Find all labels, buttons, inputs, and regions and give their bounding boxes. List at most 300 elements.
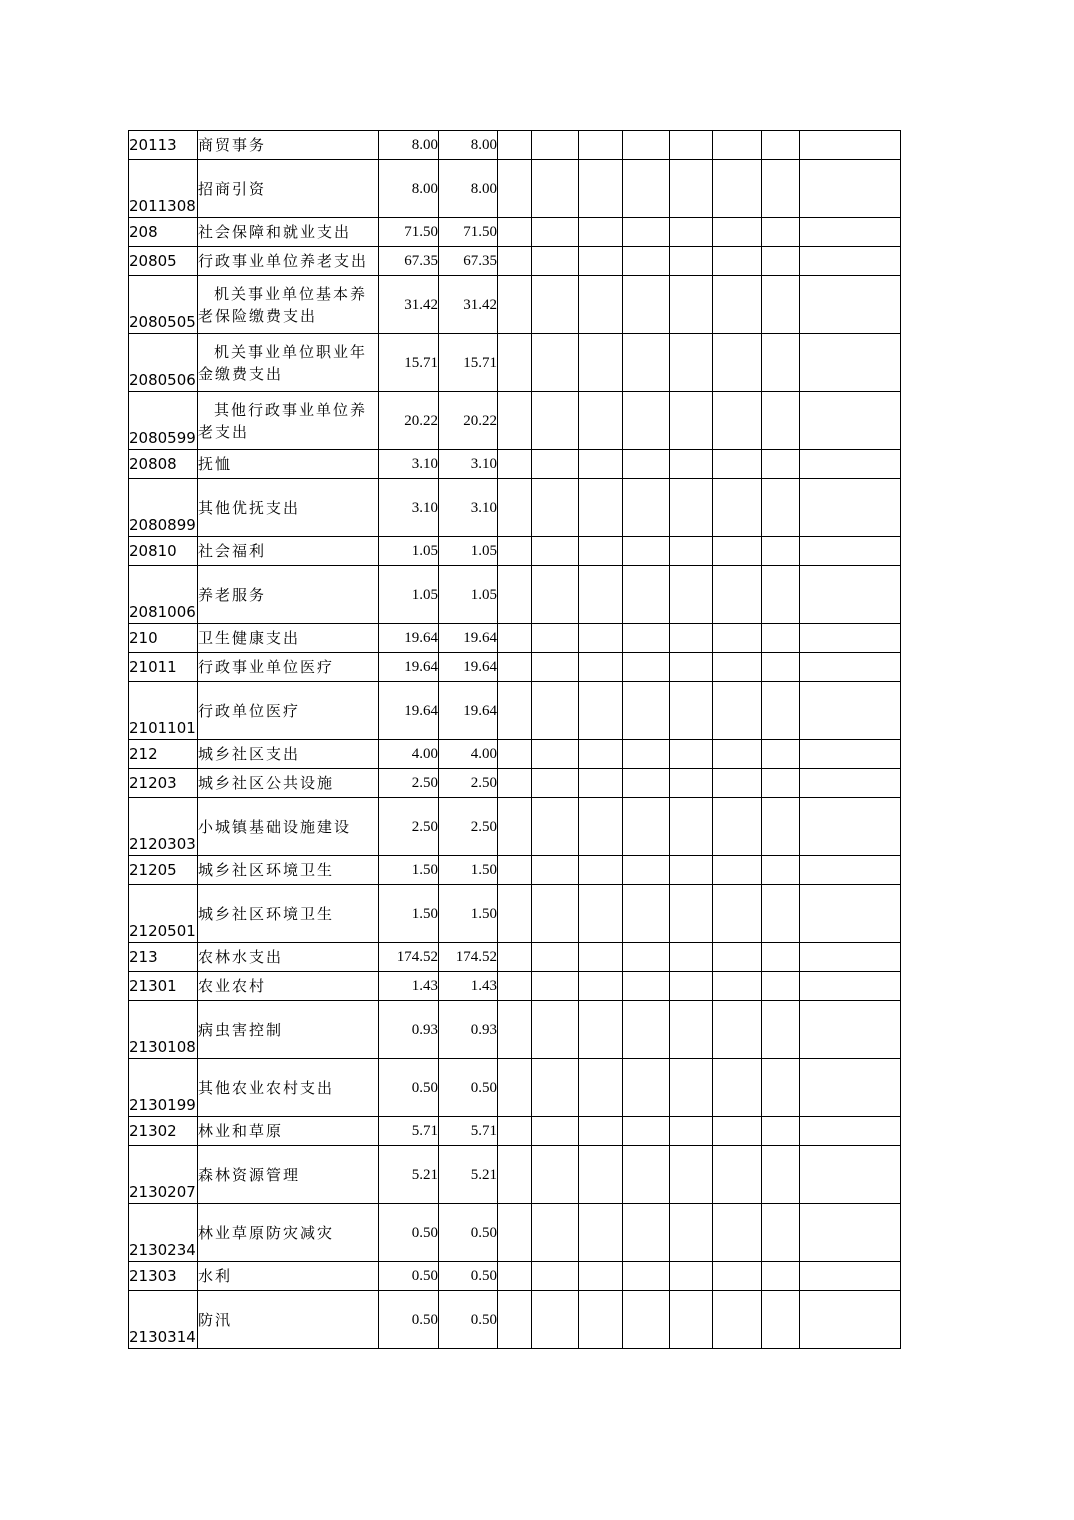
empty-cell (623, 972, 670, 1001)
amount-basic-cell: 31.42 (439, 276, 498, 334)
name-cell: 行政事业单位医疗 (198, 653, 379, 682)
empty-cell (532, 160, 579, 218)
empty-cell (532, 1291, 579, 1349)
empty-cell (800, 653, 901, 682)
code-cell: 2080599 (129, 392, 198, 450)
empty-cell (800, 566, 901, 624)
amount-total-cell: 1.05 (379, 566, 439, 624)
empty-cell (713, 624, 762, 653)
amount-basic-cell: 1.05 (439, 537, 498, 566)
empty-cell (670, 1204, 713, 1262)
empty-cell (498, 566, 532, 624)
empty-cell (762, 479, 800, 537)
empty-cell (670, 769, 713, 798)
empty-cell (579, 1117, 623, 1146)
table-row (129, 769, 901, 798)
empty-cell (532, 218, 579, 247)
empty-cell (670, 856, 713, 885)
empty-cell (532, 682, 579, 740)
empty-cell (623, 1146, 670, 1204)
name-cell: 机关事业单位职业年金缴费支出 (198, 334, 379, 392)
empty-cell (762, 943, 800, 972)
amount-total-cell: 0.50 (379, 1262, 439, 1291)
empty-cell (579, 131, 623, 160)
empty-cell (713, 682, 762, 740)
table-row (129, 682, 901, 740)
empty-cell (800, 1146, 901, 1204)
amount-total-cell: 5.21 (379, 1146, 439, 1204)
empty-cell (762, 537, 800, 566)
empty-cell (800, 1262, 901, 1291)
empty-cell (498, 740, 532, 769)
amount-total-cell: 15.71 (379, 334, 439, 392)
amount-basic-cell: 19.64 (439, 682, 498, 740)
table-row (129, 334, 901, 392)
empty-cell (713, 479, 762, 537)
empty-cell (623, 653, 670, 682)
empty-cell (579, 769, 623, 798)
amount-basic-cell: 1.05 (439, 566, 498, 624)
amount-total-cell: 0.50 (379, 1291, 439, 1349)
code-cell: 2080506 (129, 334, 198, 392)
empty-cell (532, 1204, 579, 1262)
amount-basic-cell: 19.64 (439, 624, 498, 653)
budget-table (128, 130, 901, 1349)
empty-cell (579, 247, 623, 276)
amount-basic-cell: 2.50 (439, 798, 498, 856)
amount-basic-cell: 8.00 (439, 131, 498, 160)
amount-total-cell: 2.50 (379, 769, 439, 798)
table-body (129, 131, 901, 1349)
empty-cell (670, 682, 713, 740)
name-cell: 其他行政事业单位养老支出 (198, 392, 379, 450)
empty-cell (800, 740, 901, 769)
empty-cell (532, 566, 579, 624)
code-cell: 20810 (129, 537, 198, 566)
amount-total-cell: 5.71 (379, 1117, 439, 1146)
empty-cell (713, 740, 762, 769)
empty-cell (800, 276, 901, 334)
empty-cell (670, 247, 713, 276)
name-cell: 水利 (198, 1262, 379, 1291)
table-row (129, 450, 901, 479)
table-row (129, 276, 901, 334)
empty-cell (498, 1291, 532, 1349)
table-row (129, 1059, 901, 1117)
empty-cell (532, 856, 579, 885)
empty-cell (713, 566, 762, 624)
name-cell: 行政单位医疗 (198, 682, 379, 740)
empty-cell (713, 1117, 762, 1146)
empty-cell (800, 1291, 901, 1349)
empty-cell (623, 131, 670, 160)
empty-cell (498, 131, 532, 160)
empty-cell (623, 479, 670, 537)
name-cell: 社会福利 (198, 537, 379, 566)
empty-cell (579, 856, 623, 885)
empty-cell (670, 740, 713, 769)
empty-cell (762, 653, 800, 682)
table-row (129, 479, 901, 537)
empty-cell (762, 1204, 800, 1262)
name-cell: 小城镇基础设施建设 (198, 798, 379, 856)
empty-cell (579, 1146, 623, 1204)
empty-cell (800, 334, 901, 392)
empty-cell (498, 160, 532, 218)
name-cell: 城乡社区环境卫生 (198, 856, 379, 885)
empty-cell (498, 682, 532, 740)
empty-cell (762, 218, 800, 247)
empty-cell (800, 769, 901, 798)
empty-cell (800, 450, 901, 479)
empty-cell (800, 131, 901, 160)
empty-cell (498, 276, 532, 334)
name-cell: 林业和草原 (198, 1117, 379, 1146)
empty-cell (579, 1059, 623, 1117)
empty-cell (498, 247, 532, 276)
table-row (129, 1291, 901, 1349)
empty-cell (623, 218, 670, 247)
code-cell: 2130314 (129, 1291, 198, 1349)
code-cell: 21203 (129, 769, 198, 798)
empty-cell (498, 624, 532, 653)
code-cell: 208 (129, 218, 198, 247)
empty-cell (532, 1262, 579, 1291)
amount-total-cell: 4.00 (379, 740, 439, 769)
empty-cell (579, 1291, 623, 1349)
empty-cell (670, 537, 713, 566)
empty-cell (623, 1291, 670, 1349)
empty-cell (579, 972, 623, 1001)
code-cell: 210 (129, 624, 198, 653)
empty-cell (532, 972, 579, 1001)
empty-cell (762, 1291, 800, 1349)
amount-basic-cell: 15.71 (439, 334, 498, 392)
empty-cell (670, 479, 713, 537)
empty-cell (579, 885, 623, 943)
empty-cell (800, 537, 901, 566)
empty-cell (498, 218, 532, 247)
amount-total-cell: 1.43 (379, 972, 439, 1001)
empty-cell (670, 1291, 713, 1349)
empty-cell (670, 1001, 713, 1059)
name-cell: 招商引资 (198, 160, 379, 218)
empty-cell (623, 334, 670, 392)
amount-total-cell: 19.64 (379, 682, 439, 740)
empty-cell (670, 334, 713, 392)
empty-cell (762, 160, 800, 218)
empty-cell (800, 1204, 901, 1262)
empty-cell (762, 392, 800, 450)
empty-cell (713, 1204, 762, 1262)
empty-cell (579, 160, 623, 218)
empty-cell (800, 1001, 901, 1059)
empty-cell (762, 276, 800, 334)
empty-cell (532, 653, 579, 682)
amount-basic-cell: 0.50 (439, 1262, 498, 1291)
empty-cell (762, 1059, 800, 1117)
empty-cell (532, 624, 579, 653)
code-cell: 20808 (129, 450, 198, 479)
empty-cell (800, 247, 901, 276)
empty-cell (800, 972, 901, 1001)
empty-cell (579, 740, 623, 769)
empty-cell (713, 856, 762, 885)
code-cell: 21302 (129, 1117, 198, 1146)
table-row (129, 1262, 901, 1291)
table-row (129, 653, 901, 682)
code-cell: 20805 (129, 247, 198, 276)
name-cell: 林业草原防灾减灾 (198, 1204, 379, 1262)
empty-cell (498, 392, 532, 450)
table-row (129, 537, 901, 566)
empty-cell (670, 885, 713, 943)
empty-cell (579, 392, 623, 450)
empty-cell (670, 972, 713, 1001)
amount-basic-cell: 5.71 (439, 1117, 498, 1146)
empty-cell (800, 479, 901, 537)
name-cell: 其他农业农村支出 (198, 1059, 379, 1117)
amount-total-cell: 0.50 (379, 1059, 439, 1117)
table-row (129, 624, 901, 653)
empty-cell (713, 1291, 762, 1349)
amount-total-cell: 71.50 (379, 218, 439, 247)
empty-cell (762, 740, 800, 769)
empty-cell (498, 479, 532, 537)
empty-cell (498, 537, 532, 566)
amount-total-cell: 174.52 (379, 943, 439, 972)
empty-cell (498, 856, 532, 885)
empty-cell (623, 1204, 670, 1262)
empty-cell (800, 1117, 901, 1146)
name-cell: 城乡社区公共设施 (198, 769, 379, 798)
amount-basic-cell: 4.00 (439, 740, 498, 769)
empty-cell (762, 1117, 800, 1146)
code-cell: 21205 (129, 856, 198, 885)
empty-cell (498, 1001, 532, 1059)
table-row (129, 1001, 901, 1059)
empty-cell (762, 798, 800, 856)
empty-cell (670, 798, 713, 856)
empty-cell (713, 1146, 762, 1204)
empty-cell (762, 624, 800, 653)
empty-cell (623, 798, 670, 856)
empty-cell (670, 1117, 713, 1146)
empty-cell (498, 1204, 532, 1262)
name-cell: 城乡社区环境卫生 (198, 885, 379, 943)
empty-cell (623, 682, 670, 740)
code-cell: 2130108 (129, 1001, 198, 1059)
empty-cell (532, 798, 579, 856)
empty-cell (762, 566, 800, 624)
empty-cell (713, 943, 762, 972)
empty-cell (713, 160, 762, 218)
empty-cell (498, 1059, 532, 1117)
amount-basic-cell: 0.50 (439, 1059, 498, 1117)
empty-cell (532, 247, 579, 276)
name-cell: 卫生健康支出 (198, 624, 379, 653)
code-cell: 2130207 (129, 1146, 198, 1204)
empty-cell (713, 885, 762, 943)
empty-cell (713, 450, 762, 479)
table-row (129, 247, 901, 276)
amount-total-cell: 0.93 (379, 1001, 439, 1059)
name-cell: 其他优抚支出 (198, 479, 379, 537)
amount-basic-cell: 3.10 (439, 479, 498, 537)
empty-cell (800, 392, 901, 450)
amount-basic-cell: 67.35 (439, 247, 498, 276)
table-row (129, 566, 901, 624)
empty-cell (762, 769, 800, 798)
table-row (129, 160, 901, 218)
amount-total-cell: 19.64 (379, 624, 439, 653)
empty-cell (623, 160, 670, 218)
amount-basic-cell: 0.93 (439, 1001, 498, 1059)
amount-basic-cell: 0.50 (439, 1204, 498, 1262)
empty-cell (579, 537, 623, 566)
empty-cell (498, 885, 532, 943)
empty-cell (579, 334, 623, 392)
empty-cell (623, 624, 670, 653)
table-row (129, 740, 901, 769)
empty-cell (800, 1059, 901, 1117)
empty-cell (670, 131, 713, 160)
empty-cell (800, 943, 901, 972)
code-cell: 2011308 (129, 160, 198, 218)
code-cell: 2080505 (129, 276, 198, 334)
code-cell: 2080899 (129, 479, 198, 537)
amount-total-cell: 1.50 (379, 885, 439, 943)
empty-cell (532, 943, 579, 972)
empty-cell (800, 218, 901, 247)
empty-cell (713, 537, 762, 566)
empty-cell (579, 1001, 623, 1059)
amount-basic-cell: 3.10 (439, 450, 498, 479)
name-cell: 抚恤 (198, 450, 379, 479)
empty-cell (713, 131, 762, 160)
empty-cell (579, 682, 623, 740)
code-cell: 213 (129, 943, 198, 972)
name-cell: 农林水支出 (198, 943, 379, 972)
code-cell: 212 (129, 740, 198, 769)
amount-basic-cell: 1.43 (439, 972, 498, 1001)
empty-cell (670, 653, 713, 682)
amount-basic-cell: 1.50 (439, 885, 498, 943)
empty-cell (713, 1262, 762, 1291)
empty-cell (498, 1117, 532, 1146)
empty-cell (800, 682, 901, 740)
empty-cell (670, 160, 713, 218)
code-cell: 21303 (129, 1262, 198, 1291)
empty-cell (623, 276, 670, 334)
empty-cell (713, 1001, 762, 1059)
empty-cell (713, 769, 762, 798)
empty-cell (532, 334, 579, 392)
empty-cell (623, 247, 670, 276)
table-row (129, 1117, 901, 1146)
amount-total-cell: 1.50 (379, 856, 439, 885)
empty-cell (670, 1146, 713, 1204)
empty-cell (670, 392, 713, 450)
empty-cell (623, 1117, 670, 1146)
amount-total-cell: 0.50 (379, 1204, 439, 1262)
amount-total-cell: 67.35 (379, 247, 439, 276)
empty-cell (579, 653, 623, 682)
code-cell: 2120303 (129, 798, 198, 856)
empty-cell (713, 653, 762, 682)
empty-cell (532, 537, 579, 566)
amount-basic-cell: 71.50 (439, 218, 498, 247)
empty-cell (579, 624, 623, 653)
empty-cell (532, 740, 579, 769)
empty-cell (713, 798, 762, 856)
empty-cell (623, 450, 670, 479)
name-cell: 森林资源管理 (198, 1146, 379, 1204)
empty-cell (762, 856, 800, 885)
empty-cell (713, 334, 762, 392)
empty-cell (623, 566, 670, 624)
empty-cell (713, 276, 762, 334)
empty-cell (579, 218, 623, 247)
amount-total-cell: 1.05 (379, 537, 439, 566)
code-cell: 21011 (129, 653, 198, 682)
empty-cell (498, 798, 532, 856)
empty-cell (579, 943, 623, 972)
empty-cell (762, 885, 800, 943)
empty-cell (532, 1146, 579, 1204)
empty-cell (800, 856, 901, 885)
name-cell: 机关事业单位基本养老保险缴费支出 (198, 276, 379, 334)
empty-cell (623, 1262, 670, 1291)
empty-cell (532, 1001, 579, 1059)
empty-cell (532, 131, 579, 160)
empty-cell (713, 218, 762, 247)
empty-cell (498, 653, 532, 682)
empty-cell (498, 334, 532, 392)
amount-basic-cell: 5.21 (439, 1146, 498, 1204)
amount-basic-cell: 2.50 (439, 769, 498, 798)
amount-total-cell: 19.64 (379, 653, 439, 682)
empty-cell (532, 392, 579, 450)
empty-cell (762, 247, 800, 276)
empty-cell (498, 1146, 532, 1204)
empty-cell (532, 450, 579, 479)
code-cell: 2081006 (129, 566, 198, 624)
empty-cell (762, 972, 800, 1001)
empty-cell (623, 769, 670, 798)
table-row (129, 392, 901, 450)
empty-cell (498, 769, 532, 798)
name-cell: 行政事业单位养老支出 (198, 247, 379, 276)
name-cell: 社会保障和就业支出 (198, 218, 379, 247)
empty-cell (532, 276, 579, 334)
empty-cell (579, 276, 623, 334)
empty-cell (713, 1059, 762, 1117)
empty-cell (800, 624, 901, 653)
empty-cell (579, 566, 623, 624)
empty-cell (800, 798, 901, 856)
empty-cell (498, 943, 532, 972)
empty-cell (623, 1059, 670, 1117)
amount-basic-cell: 8.00 (439, 160, 498, 218)
empty-cell (623, 943, 670, 972)
amount-basic-cell: 1.50 (439, 856, 498, 885)
empty-cell (498, 972, 532, 1001)
empty-cell (762, 450, 800, 479)
table-row (129, 1204, 901, 1262)
empty-cell (670, 276, 713, 334)
table-row (129, 856, 901, 885)
